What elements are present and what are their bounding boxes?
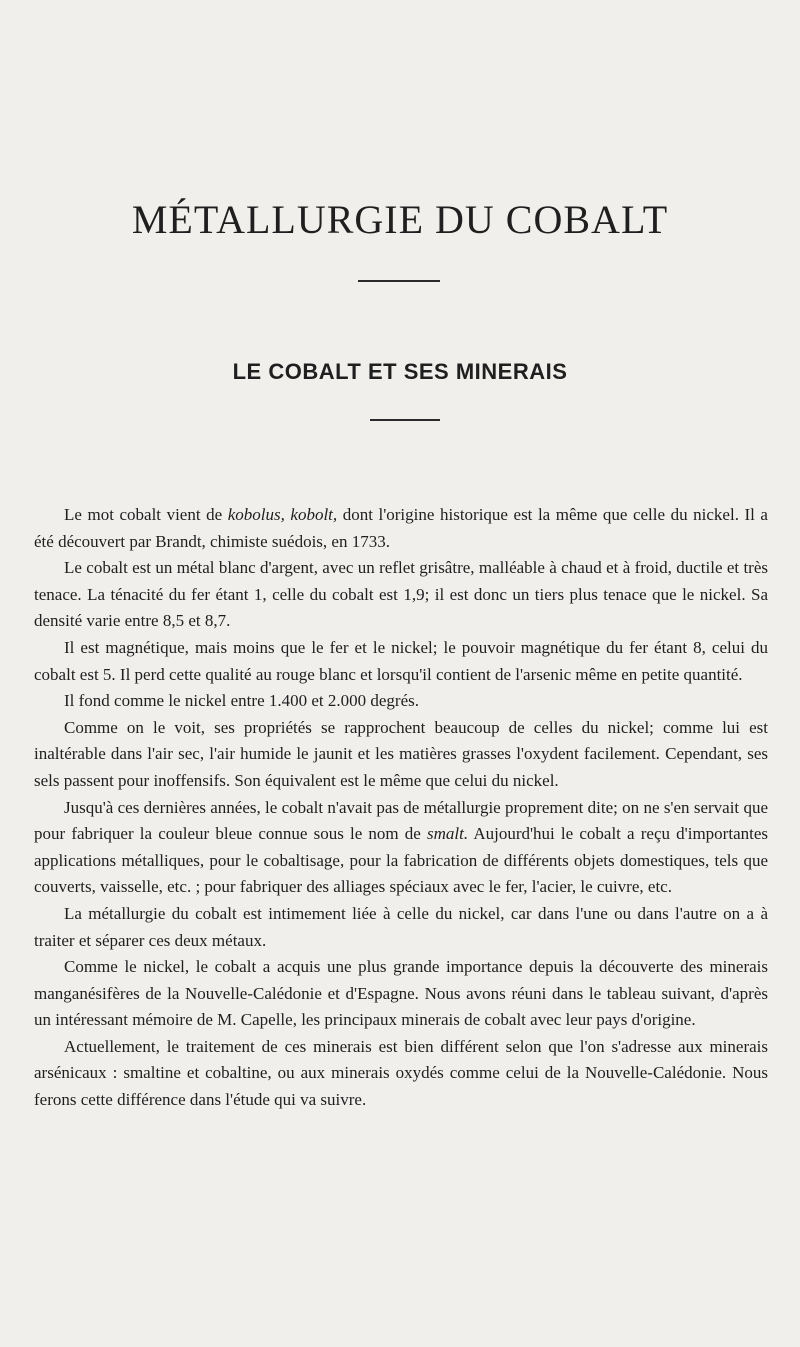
paragraph-text: Aujourd'hui le cobalt a reçu d'importantes applications métalliques, pour le cobaltisage, pour la fabrication de différents objets domestiques, tels que couverts, vaisselle, etc. ; pour fabriquer des alliages spéciaux avec le fer, l'acier, le cuivre, etc.	[34, 824, 768, 897]
heading-divider	[370, 419, 440, 421]
body-text	[34, 502, 768, 1114]
paragraph-text: Jusqu'à ces dernières années, le cobalt n'avait pas de métallurgie proprement dite; on ne s'en servait que pour fabriquer la couleur bleue connue sous le nom de	[34, 797, 768, 844]
paragraph	[34, 795, 768, 901]
title-divider	[358, 280, 440, 282]
paragraph: Comme on le voit, ses propriétés se rapprochent beaucoup de celles du nickel; comme lui est inaltérable dans l'air sec, l'air humide le jaunit et les matières grasses l'oxydent facilement. Cependant, ses sels passent pour inoffensifs. Son équivalent est le même que celui du nickel.	[34, 717, 768, 790]
paragraph: Il fond comme le nickel entre 1.400 et 2.000 degrés.	[64, 691, 419, 711]
paragraph: La métallurgie du cobalt est intimement liée à celle du nickel, car dans l'une ou dans l'autre on a à traiter et séparer ces deux métaux.	[34, 903, 768, 950]
paragraph	[34, 502, 768, 555]
paragraph-italic-term: smalt.	[427, 824, 469, 844]
paragraph-italic-term: kobolus, kobolt,	[227, 505, 338, 524]
paragraph: Il est magnétique, mais moins que le fer et le nickel; le pouvoir magnétique du fer étant 8, celui du cobalt est 5. Il perd cette qualité au rouge blanc et lorsqu'il contient de l'arsenic même en petite quantité.	[34, 637, 768, 684]
paragraph: Comme le nickel, le cobalt a acquis une plus grande importance depuis la découverte des minerais manganésifères de la Nouvelle-Calédonie et d'Espagne. Nous avons réuni dans le tableau suivant, d'après un intéressant mémoire de M. Capelle, les principaux minerais de cobalt avec leur pays d'origine.	[34, 957, 768, 1030]
paragraph-text: dont l'origine historique est la même que celle du nickel. Il a été découvert par Brandt, chimiste suédois, en 1733.	[34, 505, 768, 551]
section-heading: LE COBALT ET SES MINERAIS	[232, 359, 568, 384]
paragraph: Le cobalt est un métal blanc d'argent, avec un reflet grisâtre, malléable à chaud et à froid, ductile et très tenace. La ténacité du fer étant 1, celle du cobalt est 1,9; il est donc un tiers plus tenace que le nickel. Sa densité varie entre 8,5 et 8,7.	[34, 558, 768, 631]
paragraph-text: Le mot cobalt vient de	[64, 505, 228, 524]
paragraph: Actuellement, le traitement de ces minerais est bien différent selon que l'on s'adresse aux minerais arsénicaux : smaltine et cobaltine, ou aux minerais oxydés comme celui de la Nouvelle-Calédonie. Nous ferons cette différence dans l'étude qui va suivre.	[34, 1036, 768, 1110]
page-title: MÉTALLURGIE DU COBALT	[131, 197, 669, 242]
